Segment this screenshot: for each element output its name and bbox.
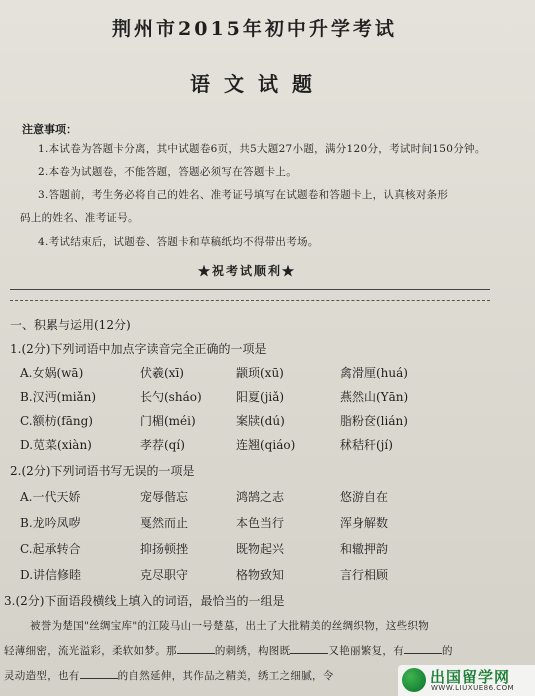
blessing-line: ★祝考试顺利★ <box>198 264 297 278</box>
option-item: 抑扬顿挫 <box>140 542 189 556</box>
question-stem: 1.(2分)下列词语中加点字读音完全正确的一项是 <box>10 342 267 356</box>
option-item: 阳夏(jiǎ) <box>236 390 285 404</box>
question-paragraph <box>4 643 453 658</box>
paragraph-fragment: 又艳丽繁复，有 <box>328 645 405 657</box>
subject-title: 语文试题 <box>190 72 326 96</box>
divider <box>10 289 490 290</box>
option-row <box>20 412 520 432</box>
option-item: 本色当行 <box>236 516 285 530</box>
paragraph-fragment: 灵动造型，也有 <box>4 670 80 682</box>
option-item: 宠辱偕忘 <box>140 490 189 504</box>
question-paragraph <box>4 668 334 683</box>
option-item: 言行相顾 <box>340 568 389 582</box>
option-item: B.汉沔(miǎn) <box>20 390 97 404</box>
paragraph-fragment: 轻薄细密，流光溢彩，柔软如梦。那 <box>4 645 177 657</box>
option-item: 颛顼(xū) <box>236 366 284 380</box>
option-item: C.额枋(fāng) <box>20 414 93 428</box>
option-item: 孝荐(qí) <box>140 438 185 452</box>
option-row <box>20 488 520 508</box>
option-item: 伏羲(xī) <box>140 366 184 380</box>
exam-title: 荆州市2015年初中升学考试 <box>112 18 397 40</box>
fill-blank <box>290 643 328 654</box>
option-item: 案牍(dú) <box>236 414 285 428</box>
option-row <box>20 540 520 560</box>
question-stem: 2.(2分)下列词语书写无误的一项是 <box>10 464 195 478</box>
paragraph-fragment: 的 <box>442 645 453 657</box>
notes-item: 码上的姓名、准考证号。 <box>20 212 139 224</box>
paragraph-fragment: 的自然延伸，其作品之精美，绣工之细腻，令 <box>117 670 334 682</box>
watermark-logo <box>398 665 535 696</box>
option-item: C.起承转合 <box>20 542 81 556</box>
option-row <box>20 436 520 456</box>
fill-blank <box>80 668 118 679</box>
notes-item: 2.本卷为试题卷，不能答题，答题必须写在答题卡上。 <box>38 166 298 178</box>
option-item: 戛然而止 <box>140 516 189 530</box>
globe-icon <box>402 668 426 692</box>
option-item: 秫秸秆(jí) <box>340 438 393 452</box>
option-item: 克尽职守 <box>140 568 189 582</box>
option-item: 浑身解数 <box>340 516 389 530</box>
option-row <box>20 388 520 408</box>
option-row <box>20 514 520 534</box>
option-item: 鸿鹄之志 <box>236 490 285 504</box>
option-item: B.龙吟凤哕 <box>20 516 81 530</box>
option-item: 悠游自在 <box>340 490 389 504</box>
option-item: 脂粉奁(lián) <box>340 414 408 428</box>
section-heading: 一、积累与运用(12分) <box>10 318 131 332</box>
notes-item: 4.考试结束后，试题卷、答题卡和草稿纸均不得带出考场。 <box>38 236 319 248</box>
fill-blank <box>404 643 442 654</box>
option-item: 禽滑厘(huá) <box>340 366 408 380</box>
option-row <box>20 566 520 586</box>
option-item: A.一代天娇 <box>20 490 81 504</box>
divider <box>10 300 490 301</box>
option-item: A.女娲(wā) <box>20 366 84 380</box>
option-item: 和辙押韵 <box>340 542 389 556</box>
option-item: 连翘(qiáo) <box>236 438 296 452</box>
option-item: 长勺(sháo) <box>140 390 202 404</box>
paragraph-fragment: 的刺绣，构图既 <box>214 645 291 657</box>
question-paragraph: 被誉为楚国"丝绸宝库"的江陵马山一号楚墓，出土了大批精美的丝绸织物，这些织物 <box>30 620 430 632</box>
watermark-name: 出国留学网 <box>430 668 511 686</box>
option-item: 格物致知 <box>236 568 285 582</box>
notes-item: 3.答题前，考生务必将自己的姓名、准考证号填写在试题卷和答题卡上，认真核对条形 <box>38 189 449 201</box>
option-item: 燕然山(Yān) <box>340 390 409 404</box>
notes-heading: 注意事项： <box>22 123 77 136</box>
notes-item: 1.本试卷为答题卡分离，其中试题卷6页，共5大题27小题，满分120分，考试时间150分钟。 <box>38 143 486 155</box>
watermark-url: WWW.LIUXUE86.COM <box>431 684 515 692</box>
option-row <box>20 364 520 384</box>
fill-blank <box>177 643 215 654</box>
option-item: 既物起兴 <box>236 542 285 556</box>
option-item: 门楣(méi) <box>140 414 196 428</box>
question-stem: 3.(2分)下面语段横线上填入的词语，最恰当的一组是 <box>4 594 285 608</box>
option-item: D.苋菜(xiàn) <box>20 438 92 452</box>
option-item: D.讲信修睦 <box>20 568 82 582</box>
